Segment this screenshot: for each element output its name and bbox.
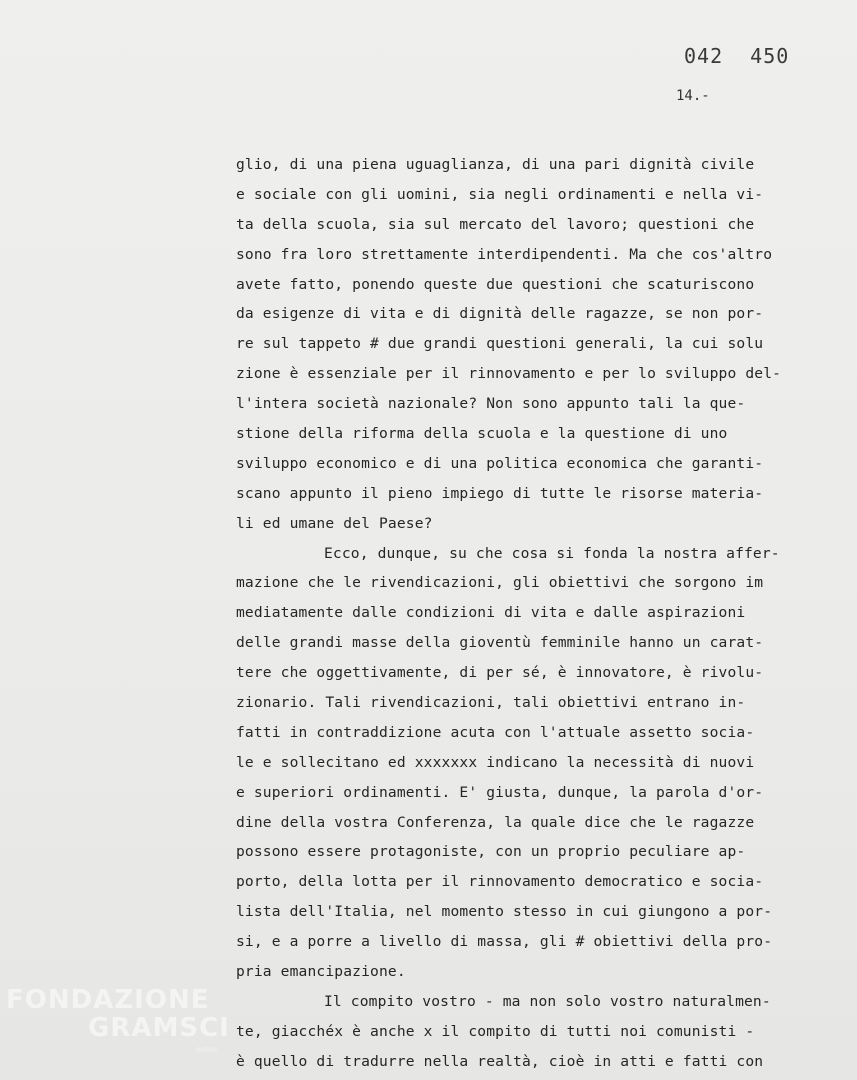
text-line: zionario. Tali rivendicazioni, tali obiettivi entrano in- — [236, 694, 746, 712]
body-text — [236, 150, 846, 1077]
paragraph-3 — [236, 987, 846, 1077]
page-number: 14.- — [676, 88, 710, 104]
text-line: delle grandi masse della gioventù femminile hanno un carat- — [236, 634, 764, 652]
text-line: possono essere protagoniste, con un proprio peculiare ap- — [236, 843, 746, 861]
text-line: mazione che le rivendicazioni, gli obiettivi che sorgono im — [236, 574, 764, 592]
text-line: stione della riforma della scuola e la questione di uno — [236, 425, 728, 443]
archive-number: 042 450 — [684, 44, 790, 68]
fondazione-gramsci-watermark — [6, 986, 230, 1064]
text-line: mediatamente dalle condizioni di vita e dalle aspirazioni — [236, 604, 746, 622]
text-line: e sociale con gli uomini, sia negli ordinamenti e nella vi- — [236, 185, 764, 203]
text-line: scano appunto il pieno impiego di tutte le risorse materia- — [236, 484, 764, 502]
text-line: ta della scuola, sia sul mercato del lavoro; questioni che — [236, 215, 755, 233]
text-line: zione è essenziale per il rinnovamento e per lo sviluppo del- — [236, 365, 782, 383]
text-line: porto, della lotta per il rinnovamento democratico e socia- — [236, 873, 764, 891]
text-line: pria emancipazione. — [236, 963, 406, 981]
text-line: re sul tappeto # due grandi questioni generali, la cui solu — [236, 335, 764, 353]
text-line: è quello di tradurre nella realtà, cioè in atti e fatti con — [236, 1052, 764, 1070]
text-line: l'intera società nazionale? Non sono appunto tali la que- — [236, 395, 746, 413]
watermark-sub: onlus — [196, 1045, 218, 1054]
text-line: li ed umane del Paese? — [236, 514, 433, 532]
text-line: sono fra loro strettamente interdipendenti. Ma che cos'altro — [236, 245, 773, 263]
text-line: da esigenze di vita e di dignità delle ragazze, se non por- — [236, 305, 764, 323]
text-line: e superiori ordinamenti. E' giusta, dunque, la parola d'or- — [236, 783, 764, 801]
text-line: sviluppo economico e di una politica economica che garanti- — [236, 454, 764, 472]
text-line: lista dell'Italia, nel momento stesso in cui giungono a por- — [236, 903, 773, 921]
text-line: tere che oggettivamente, di per sé, è innovatore, è rivolu- — [236, 664, 764, 682]
text-line: fatti in contraddizione acuta con l'attuale assetto socia- — [236, 723, 755, 741]
text-line: Il compito vostro - ma non solo vostro naturalmen- — [324, 992, 771, 1010]
text-line: te, giacchéx è anche x il compito di tutti noi comunisti - — [236, 1022, 755, 1040]
text-line: si, e a porre a livello di massa, gli # obiettivi della pro- — [236, 933, 773, 951]
text-line: glio, di una piena uguaglianza, di una pari dignità civile — [236, 156, 755, 173]
text-line: Ecco, dunque, su che cosa si fonda la nostra affer- — [324, 544, 780, 562]
text-line: le e sollecitano ed xxxxxxx indicano la necessità di nuovi — [236, 753, 755, 771]
text-line: dine della vostra Conferenza, la quale dice che le ragazze — [236, 813, 755, 831]
paragraph-1 — [236, 150, 846, 539]
paragraph-2 — [236, 539, 846, 987]
watermark-line-1: FONDAZIONE — [6, 985, 210, 1015]
watermark-line-2: GRAMSCI — [88, 1013, 230, 1043]
text-line: avete fatto, ponendo queste due questioni che scaturiscono — [236, 275, 755, 293]
